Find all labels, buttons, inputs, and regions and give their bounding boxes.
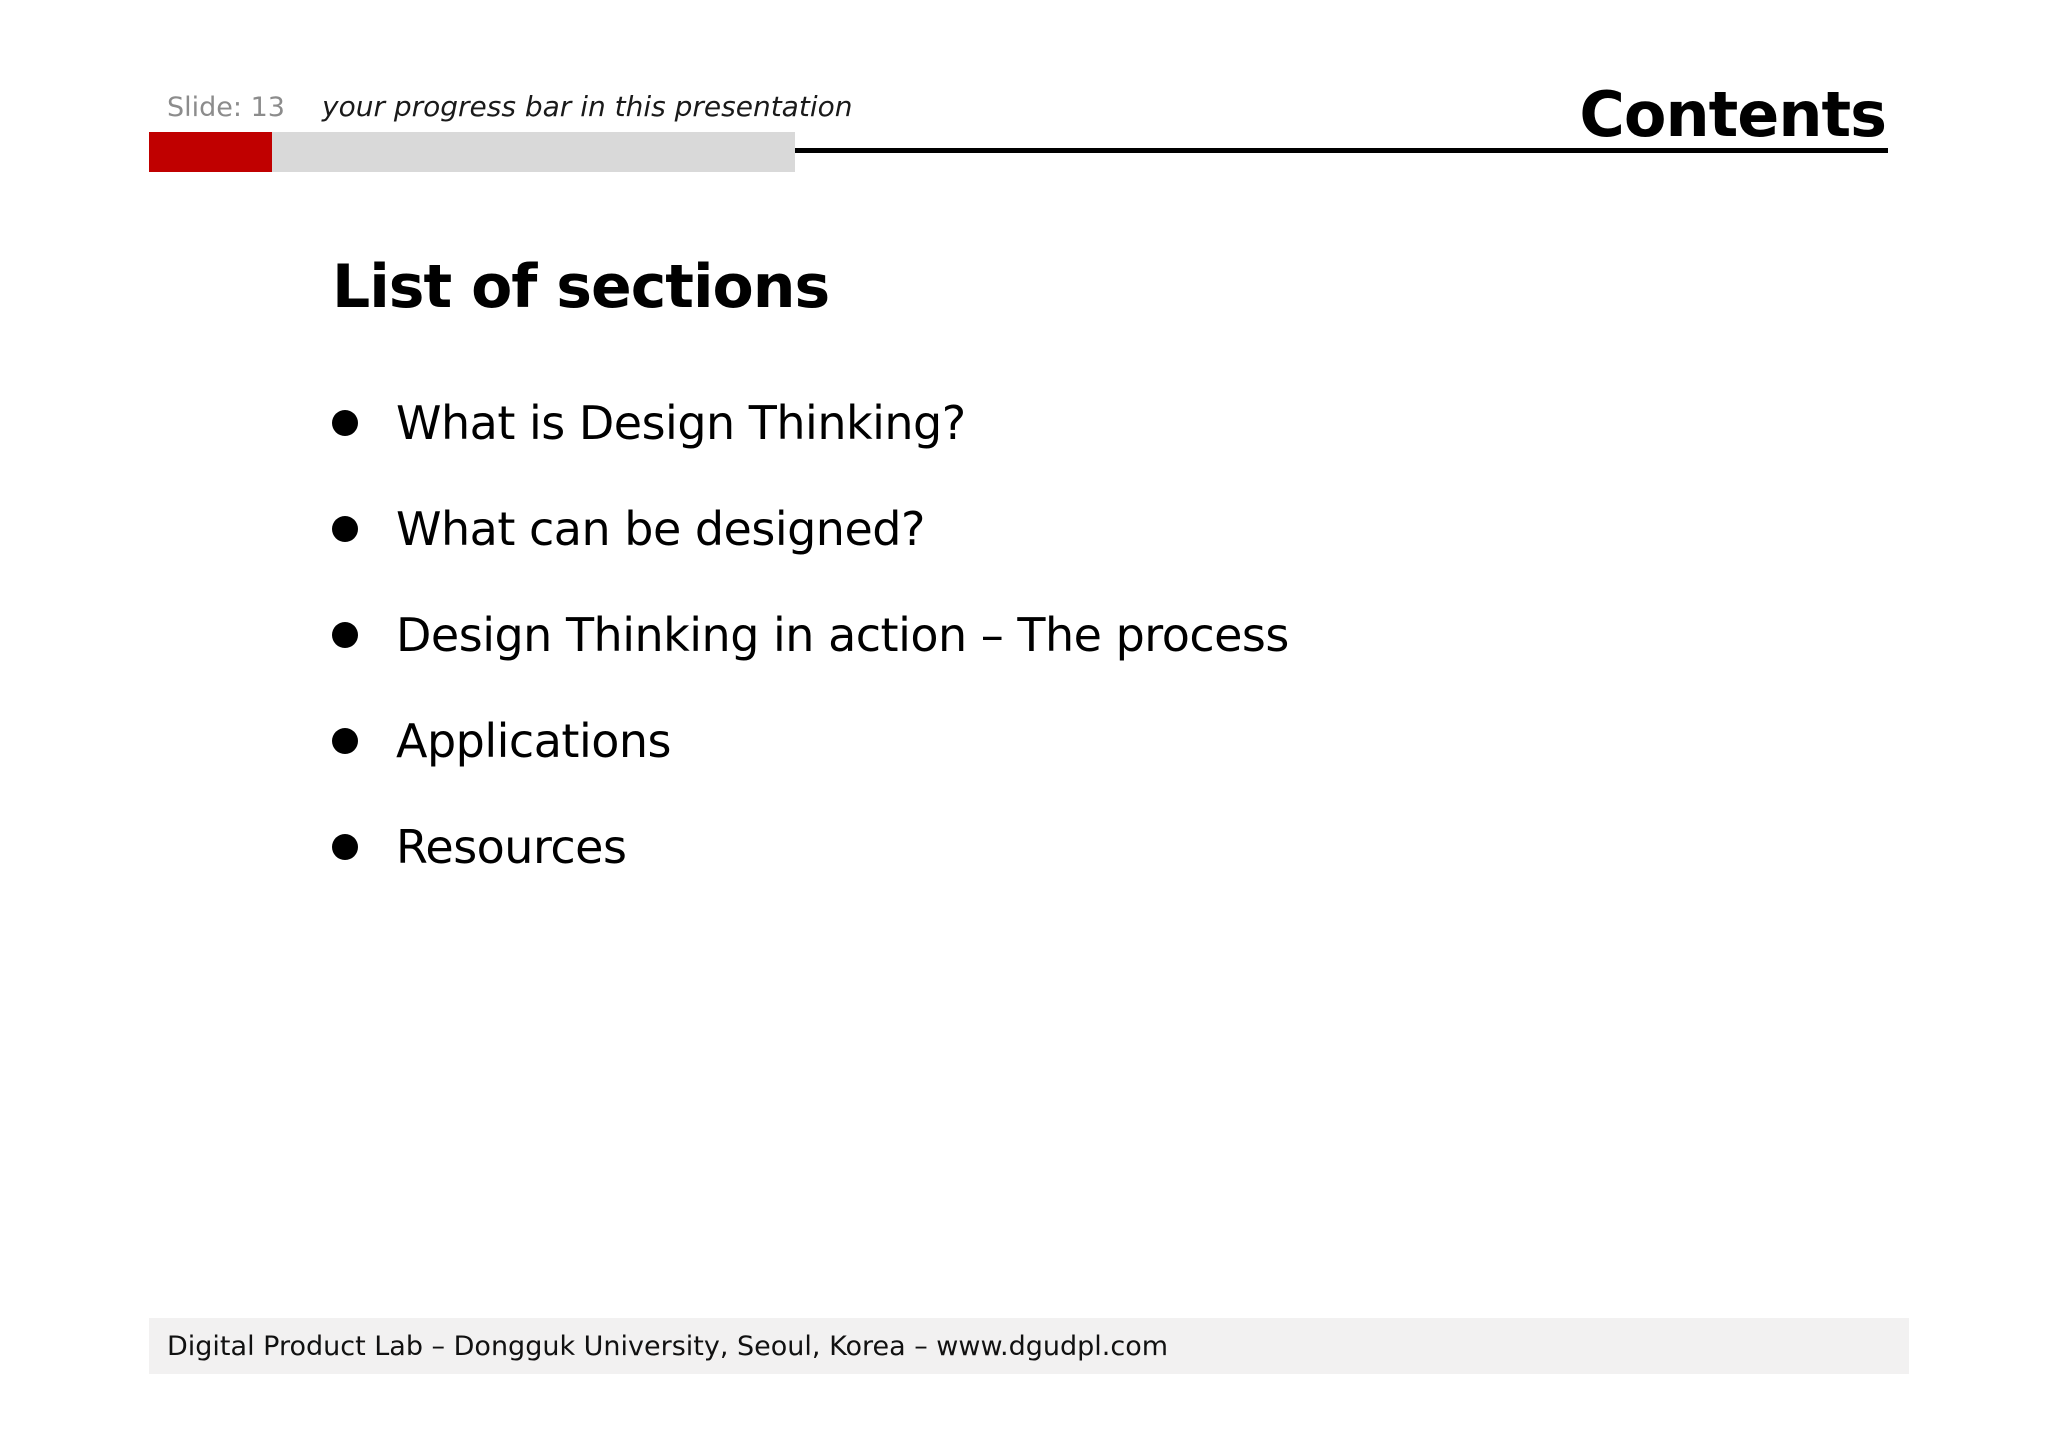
slide-number: Slide: 13 xyxy=(167,92,285,123)
list-item xyxy=(332,370,1289,476)
list-item-label: Applications xyxy=(396,714,671,768)
list-item xyxy=(332,794,1289,900)
list-item-label: What is Design Thinking? xyxy=(396,396,966,450)
bullet-icon xyxy=(332,728,358,754)
section-title: Contents xyxy=(1579,78,1886,151)
section-list xyxy=(332,370,1289,900)
list-item xyxy=(332,688,1289,794)
progress-caption: your progress bar in this presentation xyxy=(322,90,853,123)
bullet-icon xyxy=(332,516,358,542)
progress-bar-fill xyxy=(149,132,272,172)
list-item-label: What can be designed? xyxy=(396,502,925,556)
footer-text: Digital Product Lab – Dongguk University, Seoul, Korea – www.dgudpl.com xyxy=(167,1330,1169,1362)
list-item-label: Design Thinking in action – The process xyxy=(396,608,1289,662)
bullet-icon xyxy=(332,622,358,648)
bullet-icon xyxy=(332,410,358,436)
footer-bar xyxy=(149,1318,1909,1374)
list-item xyxy=(332,582,1289,688)
bullet-icon xyxy=(332,834,358,860)
list-heading: List of sections xyxy=(332,252,830,322)
list-item-label: Resources xyxy=(396,820,627,874)
progress-bar xyxy=(149,132,795,172)
list-item xyxy=(332,476,1289,582)
